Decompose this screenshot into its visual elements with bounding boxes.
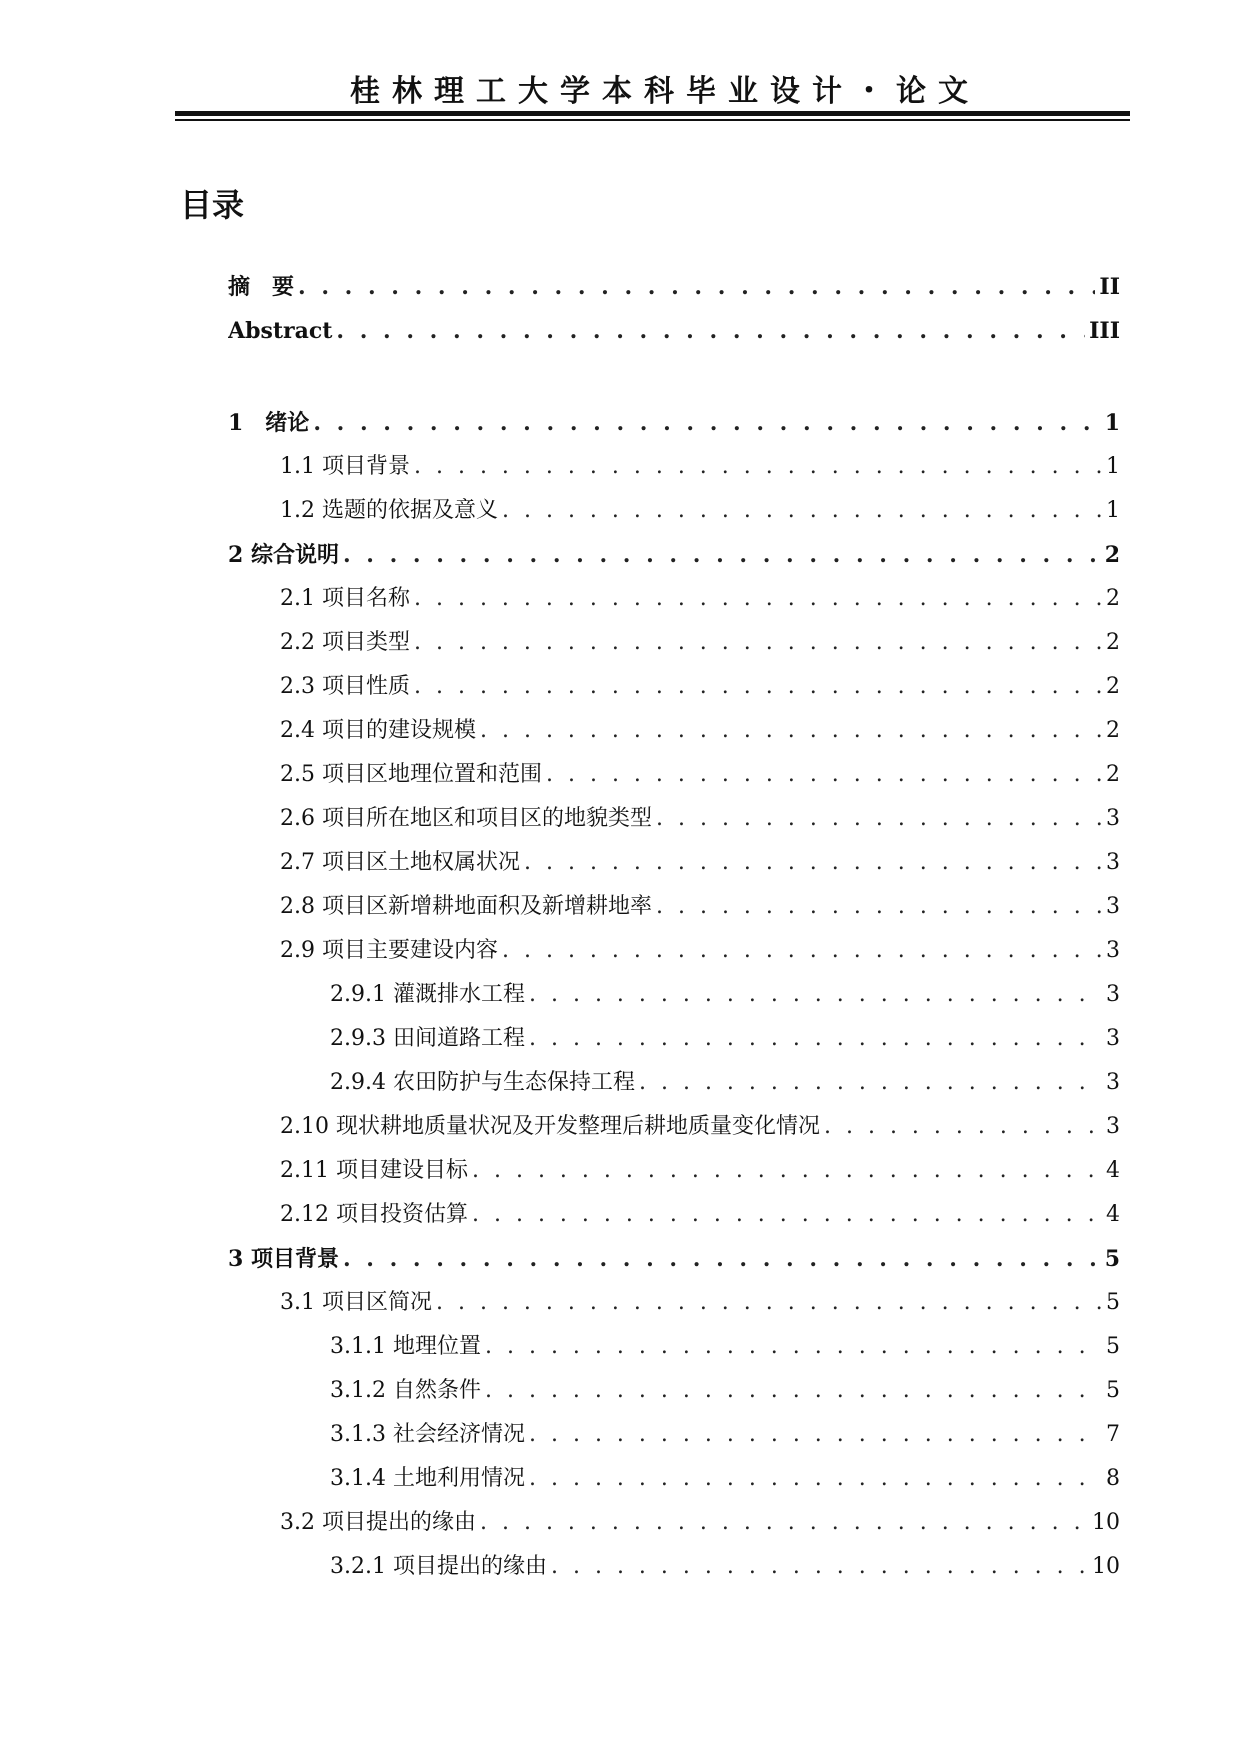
toc-entry-label: 2.11 项目建设目标 <box>280 1158 468 1183</box>
toc-entry-label: Abstract <box>228 318 333 344</box>
toc-entry-page-number: 2 <box>1104 542 1120 568</box>
toc-entry[interactable] <box>330 1552 1120 1582</box>
toc-entry[interactable] <box>280 496 1120 526</box>
toc-dot-leader <box>313 408 1100 438</box>
toc-dot-leader <box>336 316 1085 346</box>
toc-entry-label: 3.2 项目提出的缘由 <box>280 1510 476 1535</box>
toc-entry[interactable] <box>280 892 1120 922</box>
toc-entry[interactable] <box>330 1332 1120 1362</box>
toc-entry-label: 2.9.1 灌溉排水工程 <box>330 982 525 1007</box>
toc-entry-label: 3.1.2 自然条件 <box>330 1378 481 1403</box>
toc-entry-page-number: 1 <box>1104 410 1120 436</box>
toc-entry-page-number: 3 <box>1106 806 1120 831</box>
toc-entry[interactable] <box>280 716 1120 746</box>
toc-entry-label: 摘 要 <box>228 274 295 300</box>
toc-entry-label: 2.7 项目区土地权属状况 <box>280 850 520 875</box>
toc-entry-label: 2.4 项目的建设规模 <box>280 718 476 743</box>
toc-entry-page-number: 8 <box>1106 1466 1120 1491</box>
toc-entry-label: 2 综合说明 <box>228 542 339 568</box>
toc-entry-label: 1.1 项目背景 <box>280 454 410 479</box>
toc-entry[interactable] <box>330 1024 1120 1054</box>
toc-entry[interactable] <box>280 848 1120 878</box>
toc-dot-leader <box>529 1420 1102 1450</box>
toc-entry-page-number: 5 <box>1106 1334 1120 1359</box>
toc-entry[interactable] <box>280 628 1120 658</box>
toc-dot-leader <box>343 1244 1101 1274</box>
toc-dot-leader <box>414 584 1102 614</box>
toc-entry-page-number: 3 <box>1106 938 1120 963</box>
toc-dot-leader <box>824 1112 1102 1142</box>
toc-dot-leader <box>529 1024 1102 1054</box>
toc-entry[interactable] <box>330 1068 1120 1098</box>
toc-entry-page-number: 3 <box>1106 894 1120 919</box>
toc-entry-label: 2.5 项目区地理位置和范围 <box>280 762 542 787</box>
toc-entry-label: 3.1.3 社会经济情况 <box>330 1422 525 1447</box>
toc-entry-page-number: 3 <box>1106 1026 1120 1051</box>
toc-entry[interactable] <box>228 540 1120 570</box>
toc-dot-leader <box>524 848 1102 878</box>
toc-dot-leader <box>472 1200 1102 1230</box>
toc-entry-label: 2.12 项目投资估算 <box>280 1202 468 1227</box>
toc-entry-page-number: II <box>1099 274 1120 300</box>
toc-dot-leader <box>502 936 1102 966</box>
toc-entry-label: 2.9.4 农田防护与生态保持工程 <box>330 1070 635 1095</box>
toc-heading: 目录 <box>180 186 245 224</box>
toc-entry-page-number: 10 <box>1092 1554 1120 1579</box>
toc-entry-label: 2.3 项目性质 <box>280 674 410 699</box>
toc-entry[interactable] <box>280 584 1120 614</box>
toc-dot-leader <box>480 716 1102 746</box>
toc-entry-label: 3.2.1 项目提出的缘由 <box>330 1554 547 1579</box>
toc-dot-leader <box>485 1332 1102 1362</box>
toc-entry-label: 1 绪论 <box>228 410 310 436</box>
toc-entry-page-number: 2 <box>1106 718 1120 743</box>
toc-entry-label: 2.9 项目主要建设内容 <box>280 938 498 963</box>
toc-entry-page-number: 5 <box>1106 1378 1120 1403</box>
toc-entry[interactable] <box>330 1464 1120 1494</box>
toc-dot-leader <box>529 1464 1102 1494</box>
toc-entry-label: 3.1.4 土地利用情况 <box>330 1466 525 1491</box>
toc-entry-label: 1.2 选题的依据及意义 <box>280 498 498 523</box>
toc-entry-label: 3.1 项目区简况 <box>280 1290 432 1315</box>
toc-entry[interactable] <box>280 804 1120 834</box>
toc-dot-leader <box>502 496 1102 526</box>
toc-entry[interactable] <box>280 760 1120 790</box>
toc-entry-label: 3 项目背景 <box>228 1246 339 1272</box>
toc-dot-leader <box>472 1156 1102 1186</box>
toc-entry-page-number: 2 <box>1106 762 1120 787</box>
header-rule-thin <box>175 119 1130 121</box>
toc-entry[interactable] <box>280 1288 1120 1318</box>
toc-entry-page-number: 3 <box>1106 850 1120 875</box>
toc-entry[interactable] <box>330 1420 1120 1450</box>
toc-dot-leader <box>414 452 1102 482</box>
toc-entry[interactable] <box>228 408 1120 438</box>
toc-entry[interactable] <box>280 1200 1120 1230</box>
toc-entry-page-number: 5 <box>1104 1246 1120 1272</box>
header-rule-thick <box>175 111 1130 116</box>
toc-entry[interactable] <box>280 1112 1120 1142</box>
toc-entry-page-number: 7 <box>1106 1422 1120 1447</box>
toc-entry[interactable] <box>280 672 1120 702</box>
toc-entry-page-number: III <box>1089 318 1120 344</box>
toc-entry-label: 2.1 项目名称 <box>280 586 410 611</box>
toc-dot-leader <box>414 672 1102 702</box>
toc-entry[interactable] <box>280 1508 1120 1538</box>
toc-entry[interactable] <box>280 452 1120 482</box>
toc-entry-page-number: 3 <box>1106 982 1120 1007</box>
toc-dot-leader <box>485 1376 1102 1406</box>
toc-dot-leader <box>298 272 1095 302</box>
toc-entry[interactable] <box>330 980 1120 1010</box>
toc-entry-page-number: 1 <box>1106 454 1120 479</box>
toc-entry-page-number: 3 <box>1106 1070 1120 1095</box>
toc-dot-leader <box>656 804 1102 834</box>
toc-entry-page-number: 10 <box>1092 1510 1120 1535</box>
running-header-title: 桂林理工大学本科毕业设计・论文 <box>350 74 980 109</box>
toc-entry[interactable] <box>228 1244 1120 1274</box>
toc-entry-page-number: 5 <box>1106 1290 1120 1315</box>
toc-entry-label: 2.8 项目区新增耕地面积及新增耕地率 <box>280 894 652 919</box>
toc-entry[interactable] <box>228 316 1120 346</box>
toc-dot-leader <box>343 540 1101 570</box>
toc-entry-page-number: 2 <box>1106 674 1120 699</box>
toc-dot-leader <box>639 1068 1102 1098</box>
toc-entry-label: 2.2 项目类型 <box>280 630 410 655</box>
toc-entry-page-number: 4 <box>1106 1202 1120 1227</box>
toc-entry-page-number: 2 <box>1106 630 1120 655</box>
toc-entry[interactable] <box>330 1376 1120 1406</box>
toc-entry-label: 2.6 项目所在地区和项目区的地貌类型 <box>280 806 652 831</box>
toc-entry-page-number: 3 <box>1106 1114 1120 1139</box>
toc-entry[interactable] <box>280 1156 1120 1186</box>
toc-entry-page-number: 4 <box>1106 1158 1120 1183</box>
toc-dot-leader <box>546 760 1102 790</box>
toc-dot-leader <box>656 892 1102 922</box>
toc-dot-leader <box>551 1552 1088 1582</box>
toc-dot-leader <box>414 628 1102 658</box>
toc-dot-leader <box>436 1288 1102 1318</box>
toc-entry-label: 3.1.1 地理位置 <box>330 1334 481 1359</box>
toc-entry-label: 2.9.3 田间道路工程 <box>330 1026 525 1051</box>
toc-entry[interactable] <box>228 272 1120 302</box>
toc-entry-page-number: 2 <box>1106 586 1120 611</box>
toc-entry[interactable] <box>280 936 1120 966</box>
toc-dot-leader <box>480 1508 1088 1538</box>
toc-dot-leader <box>529 980 1102 1010</box>
toc-entry-label: 2.10 现状耕地质量状况及开发整理后耕地质量变化情况 <box>280 1114 820 1139</box>
toc-entry-page-number: 1 <box>1106 498 1120 523</box>
